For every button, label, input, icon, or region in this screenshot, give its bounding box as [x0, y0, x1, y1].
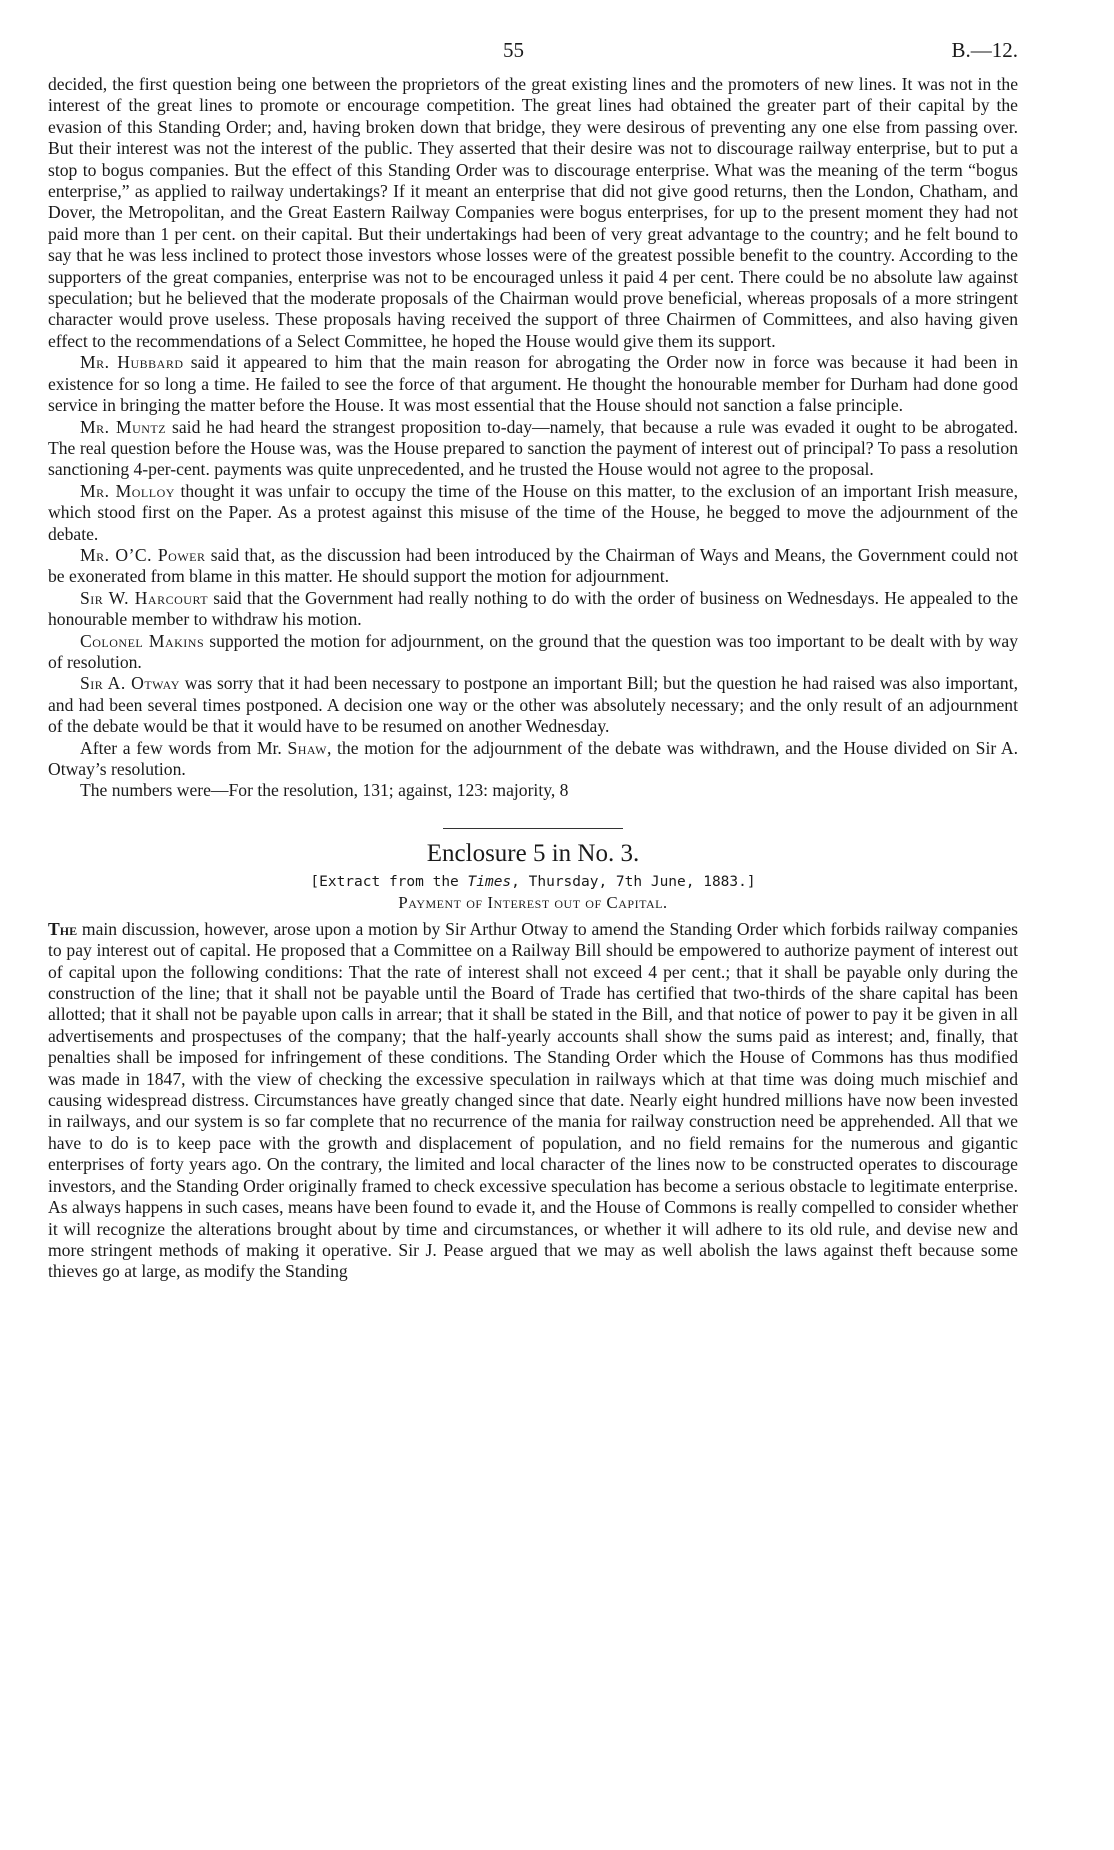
paragraph-makins [48, 631, 1018, 674]
speaker-name: Mr. Muntz [80, 416, 167, 437]
division-numbers: The numbers were—For the resolution, 131; against, 123: majority, 8 [80, 780, 569, 801]
paragraph-text: said it appeared to him that the main reason for abrogating the Order now in force was because it had been in existence for so long a time. He failed to see the force of that argument. He thought the honourable member for Durham had done good service in bringing the matter before the House. It was most essential that the House should not sanction a false principle. [48, 352, 1018, 416]
section-heading: Payment of Interest out of Capital. [398, 892, 668, 912]
document-page [48, 40, 1018, 1283]
enclosure-title: Enclosure 5 in No. 3. [426, 839, 640, 867]
paragraph-continuation [48, 74, 1018, 352]
paragraph-text: said that, as the discussion had been introduced by the Chairman of Ways and Means, the Government could not be exonerated from blame in this matter. He should support the motion for adjournment. [48, 544, 1019, 587]
speaker-name: Shaw [287, 737, 327, 758]
closing-text-before: After a few words from Mr. [80, 737, 288, 758]
paragraph-muntz [48, 417, 1018, 481]
page-number: 55 [503, 38, 524, 62]
speaker-name: Mr. Hubbard [80, 352, 184, 373]
speaker-name: Sir A. Otway [80, 673, 180, 694]
body-lead-word: The [48, 918, 78, 939]
speaker-name: Mr. O’C. Power [80, 544, 206, 565]
page-header [48, 40, 1018, 74]
extract-source-line [48, 873, 1018, 891]
paragraph-text: thought it was unfair to occupy the time of the House on this matter, to the exclusion of an important Irish measure, which stood first on the Paper. As a protest against this misuse of the time of the House, he begged to move the adjournment of the debate. [48, 480, 1018, 544]
paragraph-text: decided, the first question being one between the proprietors of the great existing lines and the promoters of new lines. It was not in the interest of the great lines to promote or encourage competition. The great lines had obtained the greater part of their capital by the evasion of this Standing Order; and, having broken down that bridge, they were desirous of preventing any one else from passing over. But their interest was not the interest of the public. They asserted that their desire was not to discourage railway enterprise, but to put a stop to bogus companies. But the effect of this Standing Order was to discourage enterprise. What was the meaning of the term “bogus enterprise,” as applied to railway undertakings? If it meant an enterprise that did not give good returns, then the London, Chatham, and Dover, the Metropolitan, and the Great Eastern Railway Companies were bogus enterprises, for up to the present moment they had not paid more than 1 per cent. on their capital. But their undertakings had been of very great advantage to the country; and he felt bound to say that he was less inclined to protect those investors whose losses were of the greatest possible benefit to the country. According to the supporters of the great companies, enterprise was not to be encouraged unless it paid 4 per cent. There could be no absolute law against speculation; but he believed that the moderate proposals of the Chairman would prove beneficial, whereas proposals of a more stringent character would prove useless. These proposals having received the support of three Chairmen of Committees, and also having given effect to the recommendations of a Select Committee, he hoped the House would give them its support. [48, 74, 1018, 351]
paragraph-text: supported the motion for adjournment, on the ground that the question was too important to be dealt with by way of resolution. [48, 630, 1018, 672]
paragraph-text: main discussion, however, arose upon a motion by Sir Arthur Otway to amend the Standing Order which forbids railway companies to pay interest out of capital. He proposed that a Committee on a Railway Bill should be empowered to authorize payment of interest out of capital upon the following conditions: That the rate of interest shall not exceed 4 per cent.; that it shall be payable only during the construction of the line; that it shall not be payable until the Board of Trade has certified that two-thirds of the share capital has been allotted; that it shall not be payable upon calls in arrear; that it shall be stated in the Bill, and that notice of power to pay it be given in all advertisements and prospectuses of the company; that the half-yearly accounts shall show the sums paid as interest; and, finally, that penalties shall be imposed for infringement of these conditions. The Standing Order which the House of Commons has thus modified was made in 1847, with the view of checking the excessive speculation in railways which at that time was doing much mischief and causing widespread distress. Circumstances have greatly changed since that date. Nearly eight hundred millions have now been invested in railways, and our system is so far complete that no recurrence of the mania for railway construction need be apprehended. All that we have to do is to keep pace with the growth and displacement of population, and no field remains for the numerous and gigantic enterprises of forty years ago. On the contrary, the limited and local character of the lines now to be constructed operates to discourage investors, and the Standing Order originally framed to check excessive speculation has become a serious obstacle to legitimate enterprise. As always happens in such cases, means have been found to evade it, and the House of Commons is really compelled to consider whether it will recognize the alterations brought about by time and circumstances, or whether it will adhere to its old rule, and devise new and more stringent methods of making it operative. Sir J. Pease argued that we may as well abolish the laws against theft because some thieves go at large, as modify the Standing [48, 918, 1018, 1282]
document-reference: B.—12. [951, 38, 1018, 62]
enclosure-body [48, 919, 1018, 1283]
speaker-name: Sir W. Harcourt [80, 587, 209, 608]
paragraph-text: said he had heard the strangest proposition to-day—namely, that because a rule was evaded it ought to be abrogated. The real question before the House was, was the House prepared to sanction the payment of interest out of principal? To pass a resolution sanctioning 4-per-cent. payments was quite unprecedented, and he trusted the House would not agree to the proposal. [48, 416, 1018, 480]
paragraph-text: was sorry that it had been necessary to postpone an important Bill; but the question he had raised was also important, and had been several times postponed. A decision one way or the other was absolutely necessary; and the only result of an adjournment of the debate would be that it would have to be resumed on another Wednesday. [48, 673, 1018, 737]
paragraph-text: said that the Government had really nothing to do with the order of business on Wednesdays. He appealed to the honourable member to withdraw his motion. [48, 587, 1018, 630]
extract-before: [Extract from the [310, 873, 468, 890]
closing-text-after: , the motion for the adjournment of the debate was withdrawn, and the House divided on Sir A. Otway’s resolution. [48, 737, 1018, 779]
paragraph-power [48, 545, 1018, 588]
section-divider [443, 828, 623, 829]
paragraph-otway [48, 673, 1018, 737]
extract-after: , Thursday, 7th June, 1883.] [511, 873, 756, 890]
paragraph-closing [48, 738, 1018, 781]
paragraph-harcourt [48, 588, 1018, 631]
speaker-name: Colonel Makins [80, 630, 205, 651]
speaker-name: Mr. Molloy [80, 480, 175, 501]
paragraph-hubbard [48, 352, 1018, 416]
newspaper-name: Times [467, 873, 512, 890]
paragraph-molloy [48, 481, 1018, 545]
